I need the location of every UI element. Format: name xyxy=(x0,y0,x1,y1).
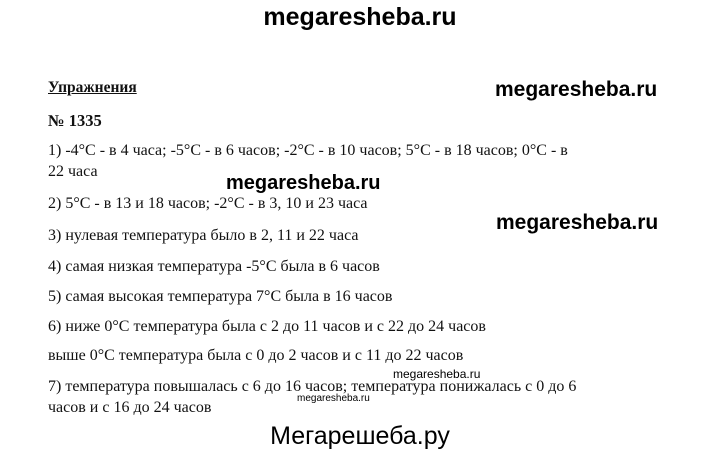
answer-line-6: 6) ниже 0°С температура была с 2 до 11 часов и с 22 до 24 часов xyxy=(48,318,486,335)
answer-line-1-cont: 22 часа xyxy=(48,163,98,180)
answer-line-5: 5) самая высокая температура 7°С была в 16 часов xyxy=(48,288,393,305)
answer-line-6-cont: выше 0°С температура была с 0 до 2 часов и с 11 до 22 часов xyxy=(48,347,464,364)
answer-line-7: 7) температура повышалась с 6 до 16 часов; температура понижалась с 0 до 6 xyxy=(48,378,577,395)
answer-line-1: 1) -4°С - в 4 часа; -5°С - в 6 часов; -2°С - в 10 часов; 5°С - в 18 часов; 0°С - в xyxy=(48,142,568,159)
answer-line-3: 3) нулевая температура было в 2, 11 и 22 часа xyxy=(48,227,359,244)
site-watermark: megaresheba.ru xyxy=(496,211,659,234)
site-watermark-top: megaresheba.ru xyxy=(263,3,457,31)
site-watermark: megaresheba.ru xyxy=(297,393,370,404)
site-watermark-bottom: Мегарешеба.ру xyxy=(270,422,450,450)
exercise-number: № 1335 xyxy=(48,111,102,130)
site-watermark: megaresheba.ru xyxy=(495,78,658,101)
answer-line-2: 2) 5°С - в 13 и 18 часов; -2°С - в 3, 10 и 23 часа xyxy=(48,195,368,212)
site-watermark: megaresheba.ru xyxy=(393,367,481,381)
site-watermark: megaresheba.ru xyxy=(226,172,381,194)
section-title: Упражнения xyxy=(48,79,137,96)
answer-line-4: 4) самая низкая температура -5°С была в 6 часов xyxy=(48,258,380,275)
answer-line-7-cont: часов и с 16 до 24 часов xyxy=(48,399,212,416)
